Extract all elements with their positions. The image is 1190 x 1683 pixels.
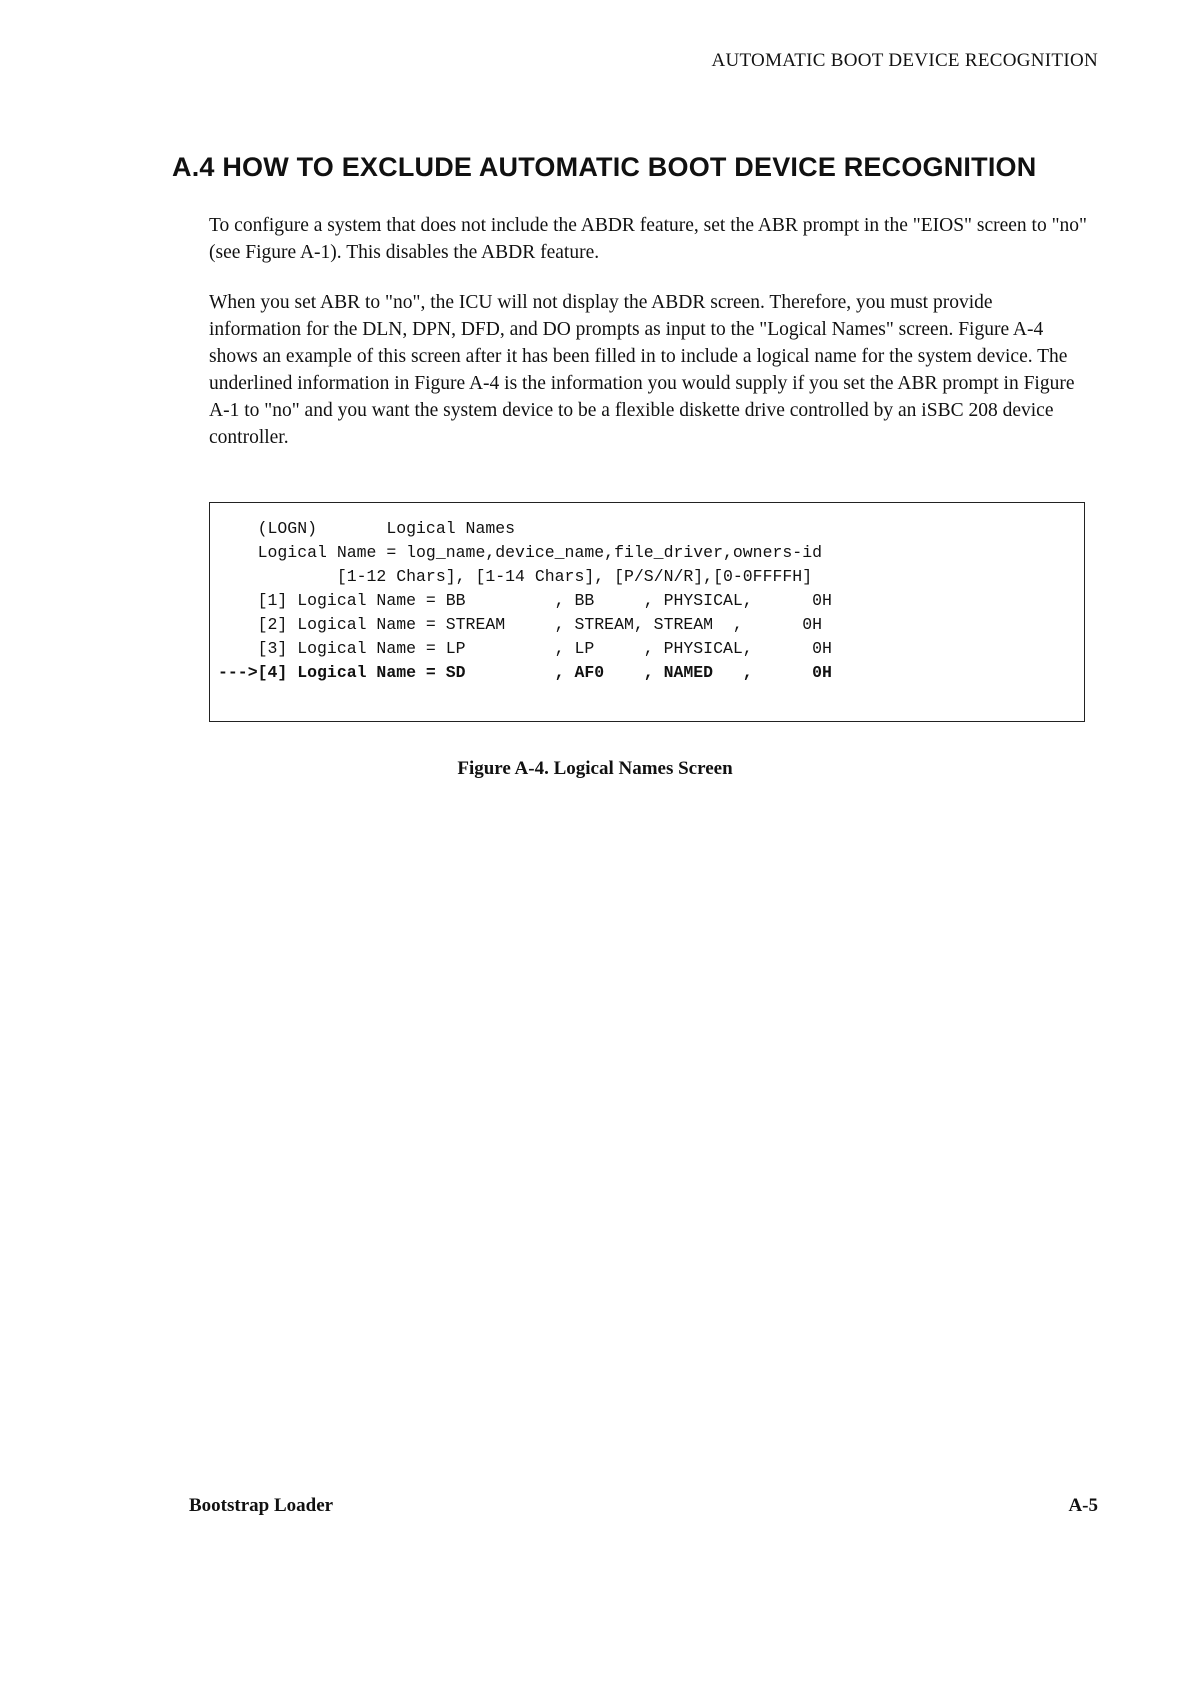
running-head: AUTOMATIC BOOT DEVICE RECOGNITION bbox=[711, 50, 1098, 71]
figure-caption: Figure A-4. Logical Names Screen bbox=[457, 758, 733, 779]
paragraph-abdr-config: To configure a system that does not include the ABDR feature, set the ABR prompt in the "EIOS" screen to "no" (see Figure A-1). This disables the ABDR feature. bbox=[209, 215, 1088, 263]
footer-book-title: Bootstrap Loader bbox=[189, 1495, 334, 1516]
screen-line-entry-4-selected: --->[4] Logical Name = SD , AF0 , NAMED , 0H bbox=[218, 663, 832, 682]
screen-line-entry-2: [2] Logical Name = STREAM , STREAM, STREAM , 0H bbox=[218, 615, 822, 634]
screen-line-ranges: [1-12 Chars], [1-14 Chars], [P/S/N/R],[0-0FFFFH] bbox=[218, 567, 813, 586]
logical-names-screen bbox=[209, 502, 1085, 722]
screen-line-format: Logical Name = log_name,device_name,file_driver,owners-id bbox=[218, 543, 822, 562]
footer-page-number: A-5 bbox=[1068, 1495, 1098, 1516]
screen-line-title: (LOGN) Logical Names bbox=[218, 519, 516, 538]
screen-line-entry-1: [1] Logical Name = BB , BB , PHYSICAL, 0H bbox=[218, 591, 832, 610]
paragraph-logical-names: When you set ABR to "no", the ICU will not display the ABDR screen. Therefore, you must provide information for the DLN, DPN, DFD, and DO prompts as input to the "Logical Names" screen. Figure A-4 shows an example of this screen after it has been filled in to include a logical name for the system device. The underlined information in Figure A-4 is the information you would supply if you set the ABR prompt in Figure A-1 to "no" and you want the system device to be a flexible diskette drive controlled by an iSBC 208 device controller. bbox=[209, 292, 1075, 448]
screen-line-entry-3: [3] Logical Name = LP , LP , PHYSICAL, 0H bbox=[218, 639, 832, 658]
section-title: A.4 HOW TO EXCLUDE AUTOMATIC BOOT DEVICE RECOGNITION bbox=[172, 152, 1037, 182]
